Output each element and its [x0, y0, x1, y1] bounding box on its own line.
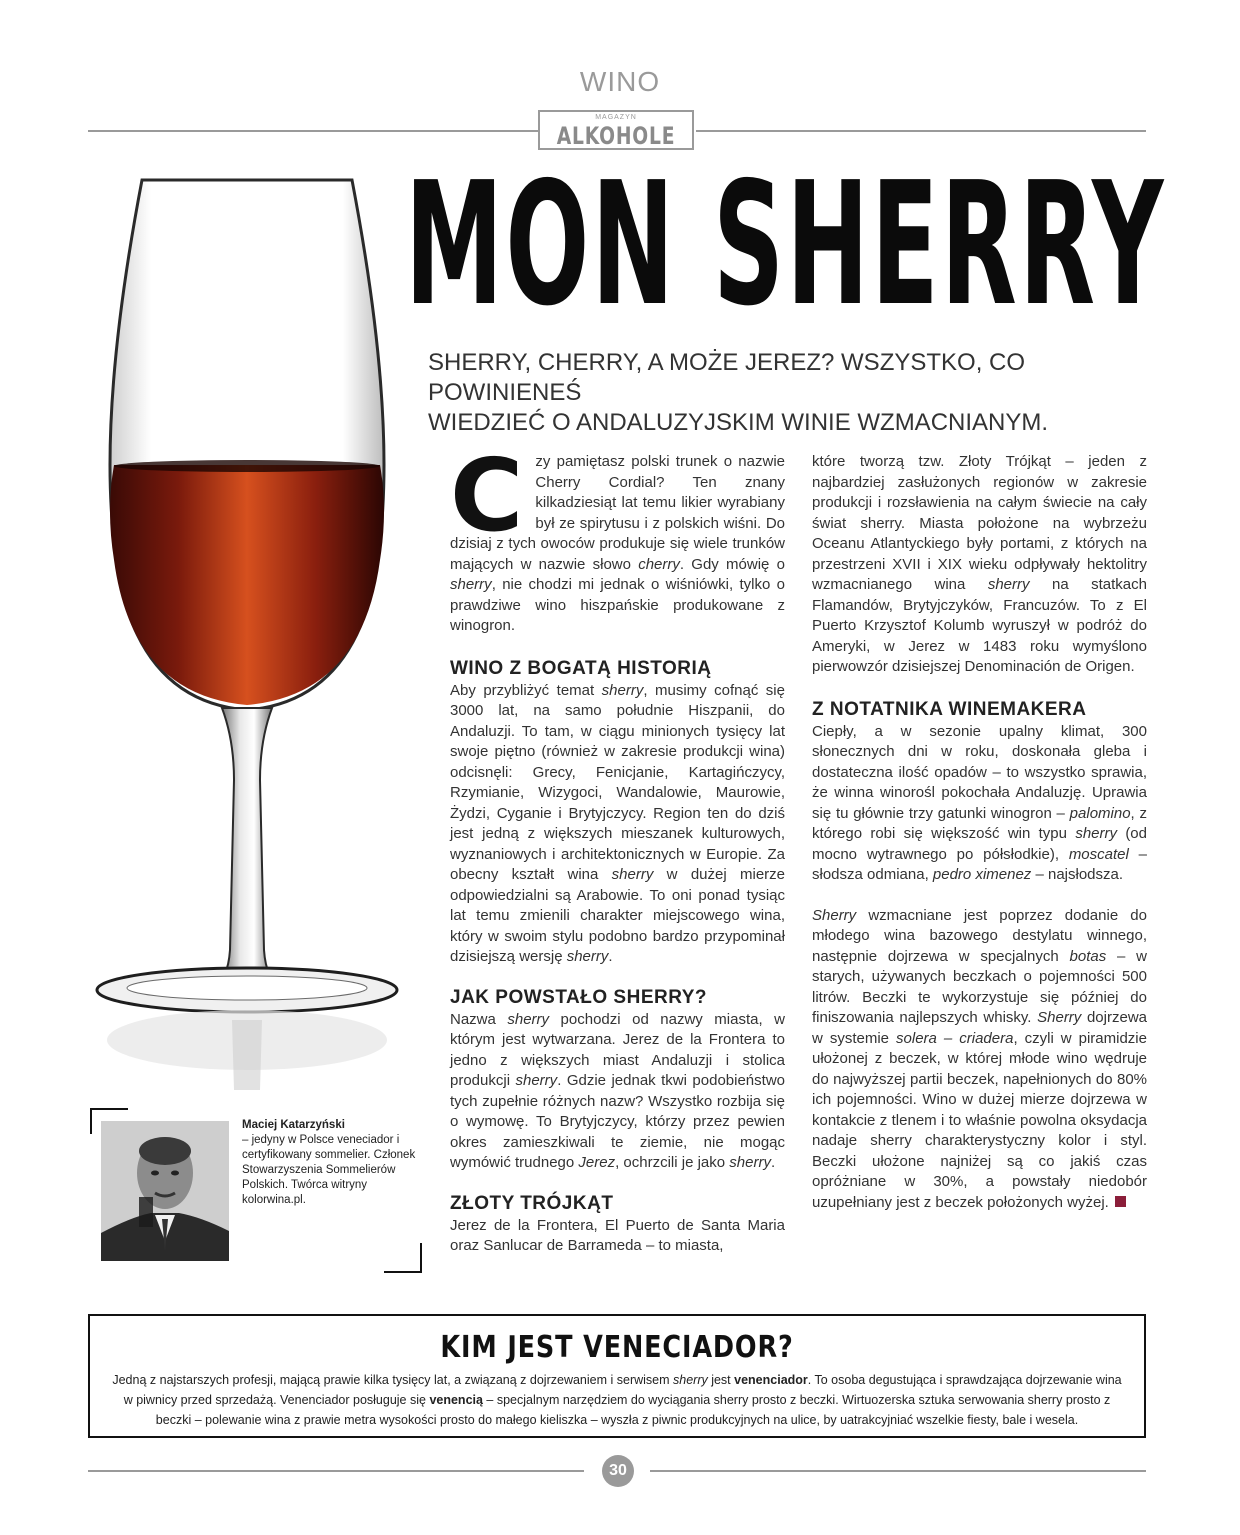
author-name: Maciej Katarzyński — [242, 1119, 345, 1131]
header-rule-left — [88, 130, 538, 132]
article-column-1 — [450, 437, 785, 1257]
author-description: – jedyny w Polsce veneciador i certyfikowany sommelier. Członek Stowarzyszenia Sommelierów Polskich. Twórca witryny kolorwina.pl. — [242, 1134, 416, 1206]
author-bio — [242, 1118, 417, 1208]
article-title: MON SHERRY — [405, 146, 1166, 344]
triangle-paragraph-cont: które tworzą tzw. Złoty Trójkąt – jeden z najbardziej zasłużonych regionów w zakresie produkcji i rozsławienia na całym świecie na cały świat sherry. Miasta położone na wybrzeżu Oceanu Atlantyckiego były portami, z których na przestrzeni XVII i XIX wieku odpływały hektolitry wzmacnianego wina sherry na statkach Flamandów, Brytyjczyków, Francuzów. To z El Puerto Krzysztof Kolumb wyruszył w podróż do Ameryki, w Jerez w 1483 roku wymyślono pierwowzór dzisiejszej Denominación de Origen. — [812, 453, 1147, 675]
magazine-logo — [538, 110, 694, 150]
logo-small-text: MAGAZYN — [595, 114, 637, 121]
origin-paragraph: Nazwa sherry pochodzi od nazwy miasta, w którym jest wytwarzana. Jerez de la Frontera to jedno z większych miast Andaluzji i stolica produkcji sherry. Gdzie jednak tkwi podobieństwo tych zupełnie różnych nazw? Wszystko rozbija się o wymowę. To Brytyjczycy, którzy przez pewien okres zamieszkiwali te ziemie, nie mogąc wymówić trudnego Jerez, ochrzcili je jako sherry. — [450, 1010, 785, 1171]
logo-big-text: ALKOHOLE — [556, 122, 676, 150]
wine-glass-image — [62, 140, 432, 1100]
heading-origin: JAK POWSTAŁO SHERRY? — [450, 986, 708, 1008]
heading-history: WINO Z BOGATĄ HISTORIĄ — [450, 657, 712, 679]
heading-triangle: ZŁOTY TRÓJKĄT — [450, 1192, 614, 1214]
author-frame-corner-bottom-right — [384, 1243, 422, 1273]
article-column-2 — [812, 452, 1147, 1213]
winemaker-paragraph: Ciepły, a w sezonie upalny klimat, 300 słonecznych dni w roku, doskonała gleba i dostateczna ilość opadów – to wszystko sprawia, że winna winorośl pokochała Andaluzję. Uprawia się tu głównie trzy gatunki winogron – palomino, z którego robi się większość win typu sherry (od mocno wytrawnego po półsłodkie), moscatel – słodsza odmiana, pedro ximenez – najsłodsza. — [812, 722, 1147, 883]
info-box-title: KIM JEST VENECIADOR? — [440, 1330, 794, 1365]
subtitle-line-2: WIEDZIEĆ O ANDALUZYJSKIM WINIE WZMACNIANYM. — [428, 409, 1049, 436]
footer-rule-right — [650, 1470, 1146, 1472]
header-rule-right — [696, 130, 1146, 132]
veneciador-info-box — [88, 1314, 1146, 1438]
fortification-paragraph: Sherry wzmacniane jest poprzez dodanie do młodego wina bazowego destylatu winnego, następnie dojrzewa w specjalnych botas – w starych, używanych beczkach o pojemności 500 litrów. Beczki te wykorzystuje się później do finiszowania najlepszych whisky. Sherry dojrzewa w systemie solera – criadera, czyli w piramidzie ułożonej z beczek, w której młode wino wędruje do najwyższej partii beczek, napełnionych do 80% ich pojemności. Wino w dużej mierze dojrzewa w kontakcie z tlenem i to właśnie powolna oksydacja nadaje sherry charakterystyczny kolor i styl. Beczki ułożone najniżej są co jakiś czas opróżniane w 30%, a powstały niedobór uzupełniany jest z beczek położonych wyżej. — [812, 906, 1147, 1211]
end-of-article-mark — [1115, 1196, 1126, 1207]
subtitle-line-1: SHERRY, CHERRY, A MOŻE JEREZ? WSZYSTKO, CO POWINIENEŚ — [428, 349, 1026, 406]
dropcap: C — [450, 437, 524, 554]
heading-winemaker: Z NOTATNIKA WINEMAKERA — [812, 698, 1087, 720]
footer-rule-left — [88, 1470, 584, 1472]
section-label: WINO — [579, 66, 661, 97]
article-subtitle — [428, 348, 1148, 438]
history-paragraph: Aby przybliżyć temat sherry, musimy cofnąć się 3000 lat, na samo południe Hiszpanii, do Andaluzji. To tam, w ciągu minionych tysięcy lat swoje piętno (również w zakresie produkcji wina) odcisnęli: Grecy, Fenicjanie, Kartagińczycy, Rzymianie, Wizygoci, Wandalowie, Maurowie, Żydzi, Cyganie i Brytyjczycy. Region ten do dziś jest jedną z większych mieszanek kulturowych, wyznaniowych i architektonicznych w Europie. Za obecny kształt wina sherry w dużej mierze odpowiedzialni są Arabowie. To oni ponad tysiąc lat temu zmienili charakter miejscowego wina, który w swoim stylu podobno bardzo przypominał dzisiejszą wersję sherry. — [450, 681, 785, 965]
intro-paragraph: Czy pamiętasz polski trunek o nazwie Cherry Cordial? Ten znany kilkadziesiąt lat temu likier wyrabiany był ze spirytusu i z polskich wiśni. Do dzisiaj z tych owoców produkuje się wiele trunków mających w nazwie słowo cherry. Gdy mówię o sherry, nie chodzi mi jednak o wiśniówki, tylko o prawdziwe wino hiszpańskie produkowane z winogron. — [450, 437, 785, 634]
triangle-paragraph-start: Jerez de la Frontera, El Puerto de Santa Maria oraz Sanlucar de Barrameda – to miasta, — [450, 1216, 785, 1254]
page-number: 30 — [602, 1455, 634, 1487]
info-box-text: Jedną z najstarszych profesji, mającą prawie kilka tysięcy lat, a związaną z dojrzewaniem i serwisem sherry jest venenciador. To osoba degustująca i sprawdzająca dojrzewanie wina w piwnicy przed sprzedażą. Venenciador posługuje się venencią – specjalnym narzędziem do wyciągania sherry prosto z beczki. Wirtuozerska sztuka serwowania sherry prosto z beczki – polewanie wina z prawie metra wysokości prosto do małego kieliszka – wyszła z piwnic produkcyjnych na ulice, by uatrakcyjniać wszelkie fiesty, bale i wesela. — [112, 1373, 1122, 1427]
author-photo — [101, 1121, 229, 1261]
